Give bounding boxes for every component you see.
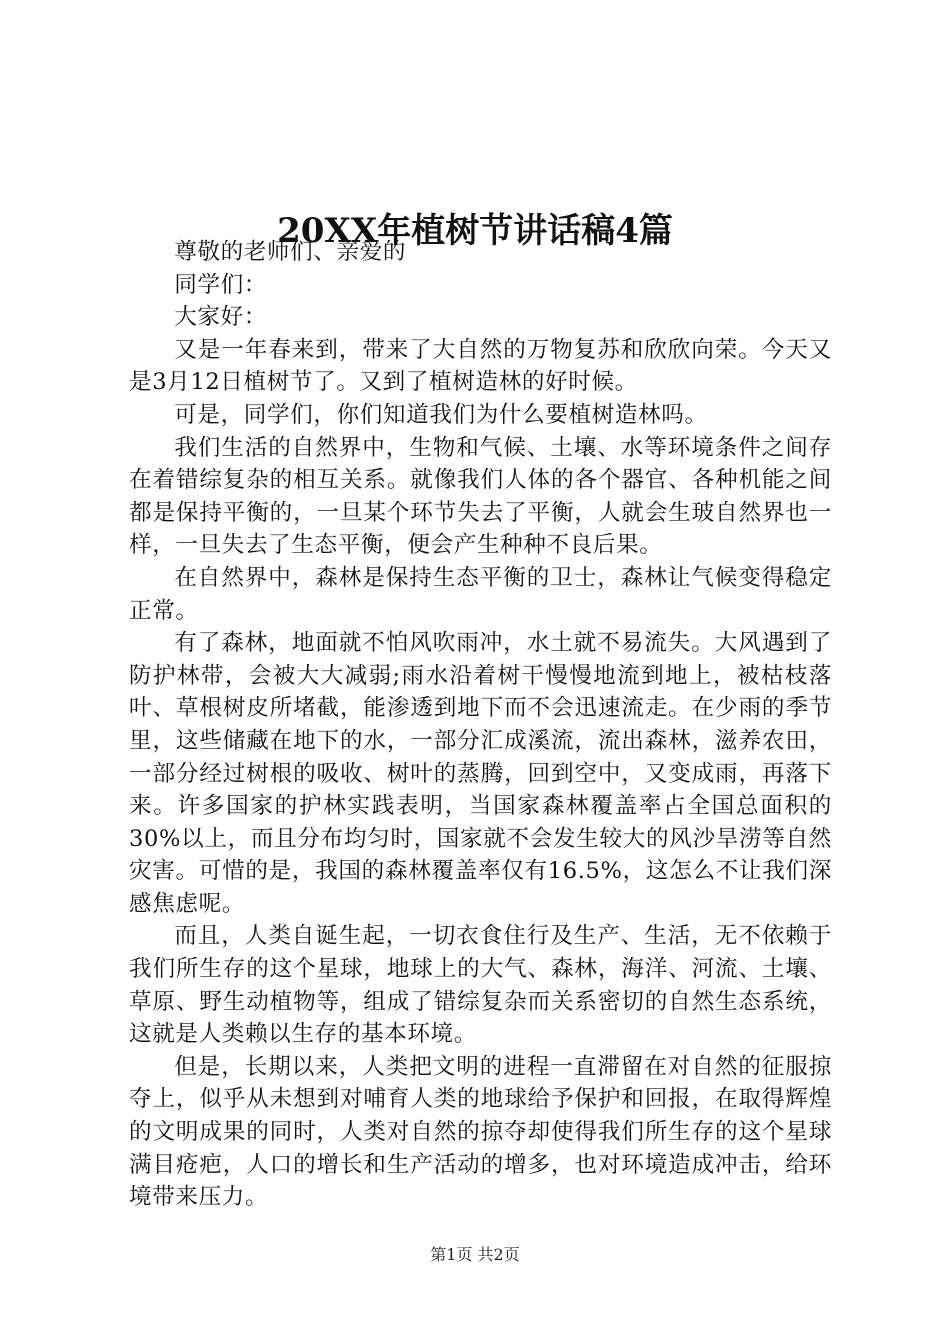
- document-body: [129, 236, 832, 1214]
- paragraph: 尊敬的老师们、亲爱的: [174, 239, 407, 265]
- paragraph: 我们生活的自然界中，生物和气候、土壤、水等环境条件之间存在着错综复杂的相互关系。就像我们人体的各个器官、各种机能之间都是保持平衡的，一旦某个环节失去了平衡，人就会生玻自然界也一样，一旦失去了生态平衡，便会产生种种不良后果。: [129, 434, 832, 559]
- document-title: 20XX年植树节讲话稿4篇: [277, 210, 673, 251]
- paragraph: 但是，长期以来，人类把文明的进程一直滞留在对自然的征服掠夺上，似乎从未想到对哺育人类的地球给予保护和回报，在取得辉煌的文明成果的同时，人类对自然的掠夺却使得我们所生存的这个星球满目疮疤，人口的增长和生产活动的增多，也对环境造成冲击，给环境带来压力。: [129, 1053, 832, 1211]
- paragraph: 同学们：: [174, 271, 267, 298]
- paragraph: 大家好：: [174, 304, 267, 331]
- paragraph: 又是一年春来到，带来了大自然的万物复苏和欣欣向荣。今天又是3月12日植树节了。又到了植树造林的好时候。: [129, 336, 832, 396]
- paragraph: 有了森林，地面就不怕风吹雨冲，水土就不易流失。大风遇到了防护林带，会被大大减弱;雨水沿着树干慢慢地流到地上，被枯枝落叶、草根树皮所堵截，能渗透到地下而不会迅速流走。在少雨的季节里，这些储藏在地下的水，一部分汇成溪流，流出森林，滋养农田，一部分经过树根的吸收、树叶的蒸腾，回到空中，又变成雨，再落下来。许多国家的护林实践表明，当国家森林覆盖率占全国总面积的30%以上，而且分布均匀时，国家就不会发生较大的风沙旱涝等自然灾害。可惜的是，我国的森林覆盖率仅有16.5%，这怎么不让我们深感焦虑呢。: [129, 630, 832, 917]
- paragraph: 而且，人类自诞生起，一切衣食住行及生产、生活，无不依赖于我们所生存的这个星球，地球上的大气、森林，海洋、河流、土壤、草原、野生动植物等，组成了错综复杂而关系密切的自然生态系统，这就是人类赖以生存的基本环境。: [129, 923, 832, 1048]
- paragraph: 可是，同学们，你们知道我们为什么要植树造林吗。: [174, 401, 708, 428]
- paragraph: 在自然界中，森林是保持生态平衡的卫士，森林让气候变得稳定正常。: [129, 564, 832, 624]
- page-footer: 第1页 共2页: [430, 1245, 520, 1264]
